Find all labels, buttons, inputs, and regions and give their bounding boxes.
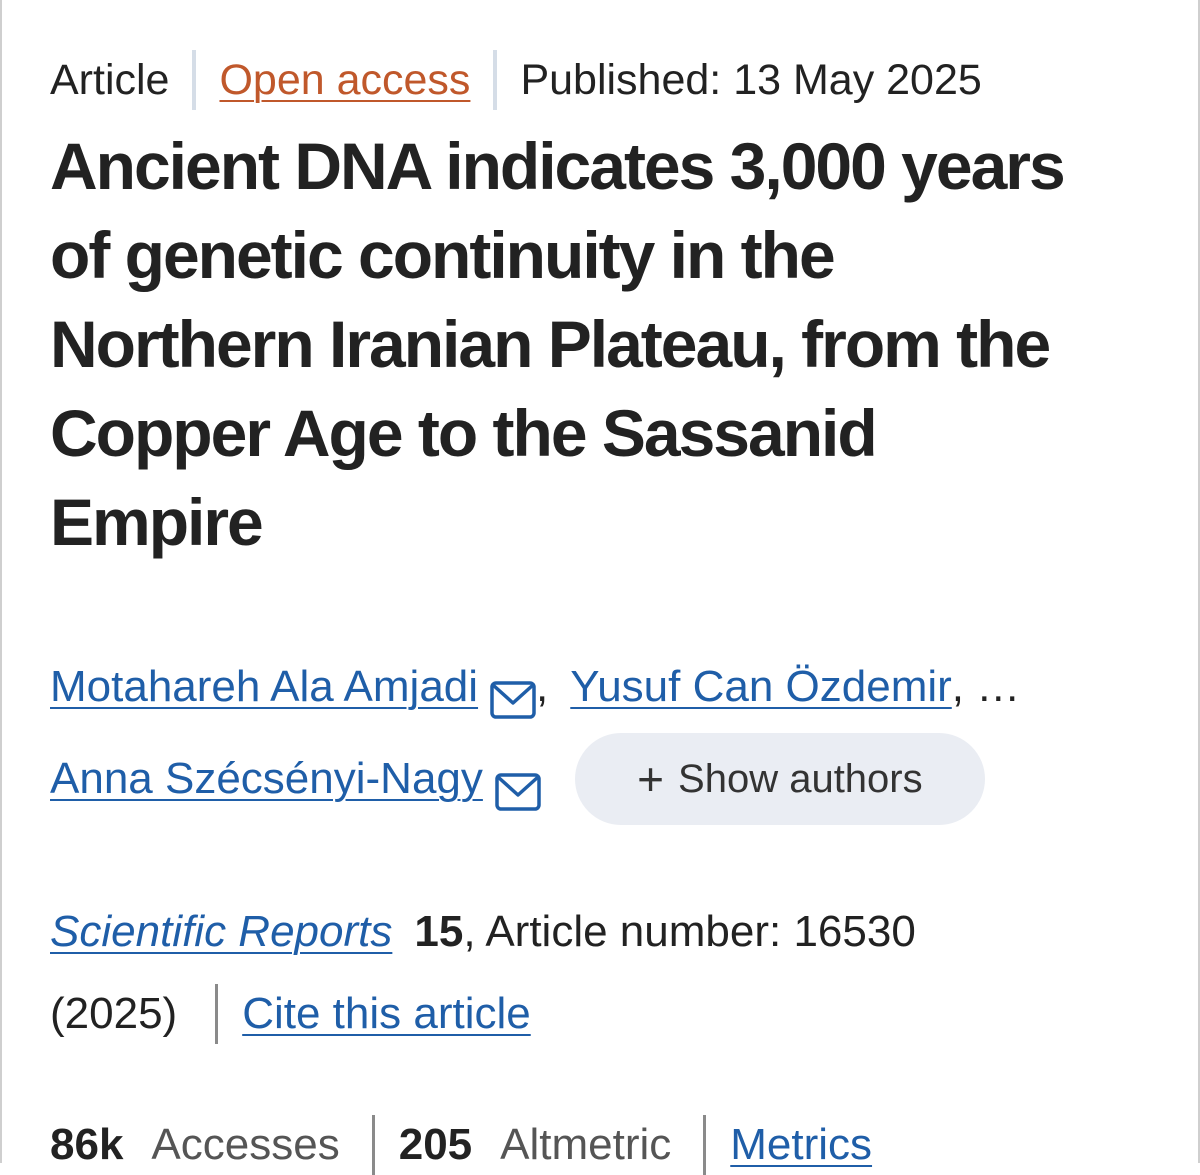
author-line-2 xyxy=(50,733,1160,825)
show-authors-button[interactable] xyxy=(575,733,985,825)
altmetric-score: 205 xyxy=(398,1120,473,1169)
author-ellipsis: , … xyxy=(951,662,1021,711)
show-authors-label: Show authors xyxy=(678,756,923,801)
author-link-second[interactable]: Yusuf Can Özdemir xyxy=(570,662,952,711)
author-comma: , xyxy=(536,662,549,711)
article-title: Ancient DNA indicates 3,000 years of genetic continuity in the Northern Iranian Plateau, from the Copper Age to the Sassanid Empire xyxy=(50,129,1064,559)
meta-separator xyxy=(493,50,497,110)
accesses-label: Accesses xyxy=(151,1120,340,1169)
article-header xyxy=(50,50,1160,1175)
journal-volume: 15 xyxy=(414,907,464,956)
author-list xyxy=(50,641,1160,825)
article-number: , Article number: 16530 xyxy=(463,907,916,956)
citation-line-2 xyxy=(50,973,1160,1055)
citation-line-1 xyxy=(50,891,1160,973)
cite-this-article-link[interactable]: Cite this article xyxy=(242,989,531,1038)
metrics-separator xyxy=(372,1115,375,1175)
mail-icon[interactable] xyxy=(495,753,541,793)
accesses-count: 86k xyxy=(50,1120,124,1169)
author-link-first[interactable]: Motahareh Ala Amjadi xyxy=(50,662,479,711)
journal-link[interactable]: Scientific Reports xyxy=(50,907,393,956)
open-access-link[interactable]: Open access xyxy=(219,55,471,104)
publication-year: (2025) xyxy=(50,989,178,1038)
meta-separator xyxy=(192,50,196,110)
published-date: Published: 13 May 2025 xyxy=(520,55,982,104)
frame-left-edge xyxy=(0,0,2,1163)
author-link-last[interactable]: Anna Szécsényi-Nagy xyxy=(50,754,483,803)
plus-icon: + xyxy=(637,753,665,805)
mail-icon[interactable] xyxy=(490,661,536,701)
citation-separator xyxy=(215,984,218,1044)
metrics-bar xyxy=(50,1115,1160,1175)
citation-block xyxy=(50,891,1160,1055)
author-line-1 xyxy=(50,641,1160,733)
metrics-separator xyxy=(703,1115,706,1175)
metrics-link[interactable]: Metrics xyxy=(730,1120,873,1169)
article-type: Article xyxy=(50,55,170,104)
altmetric-label: Altmetric xyxy=(500,1120,672,1169)
article-meta xyxy=(50,50,1160,110)
